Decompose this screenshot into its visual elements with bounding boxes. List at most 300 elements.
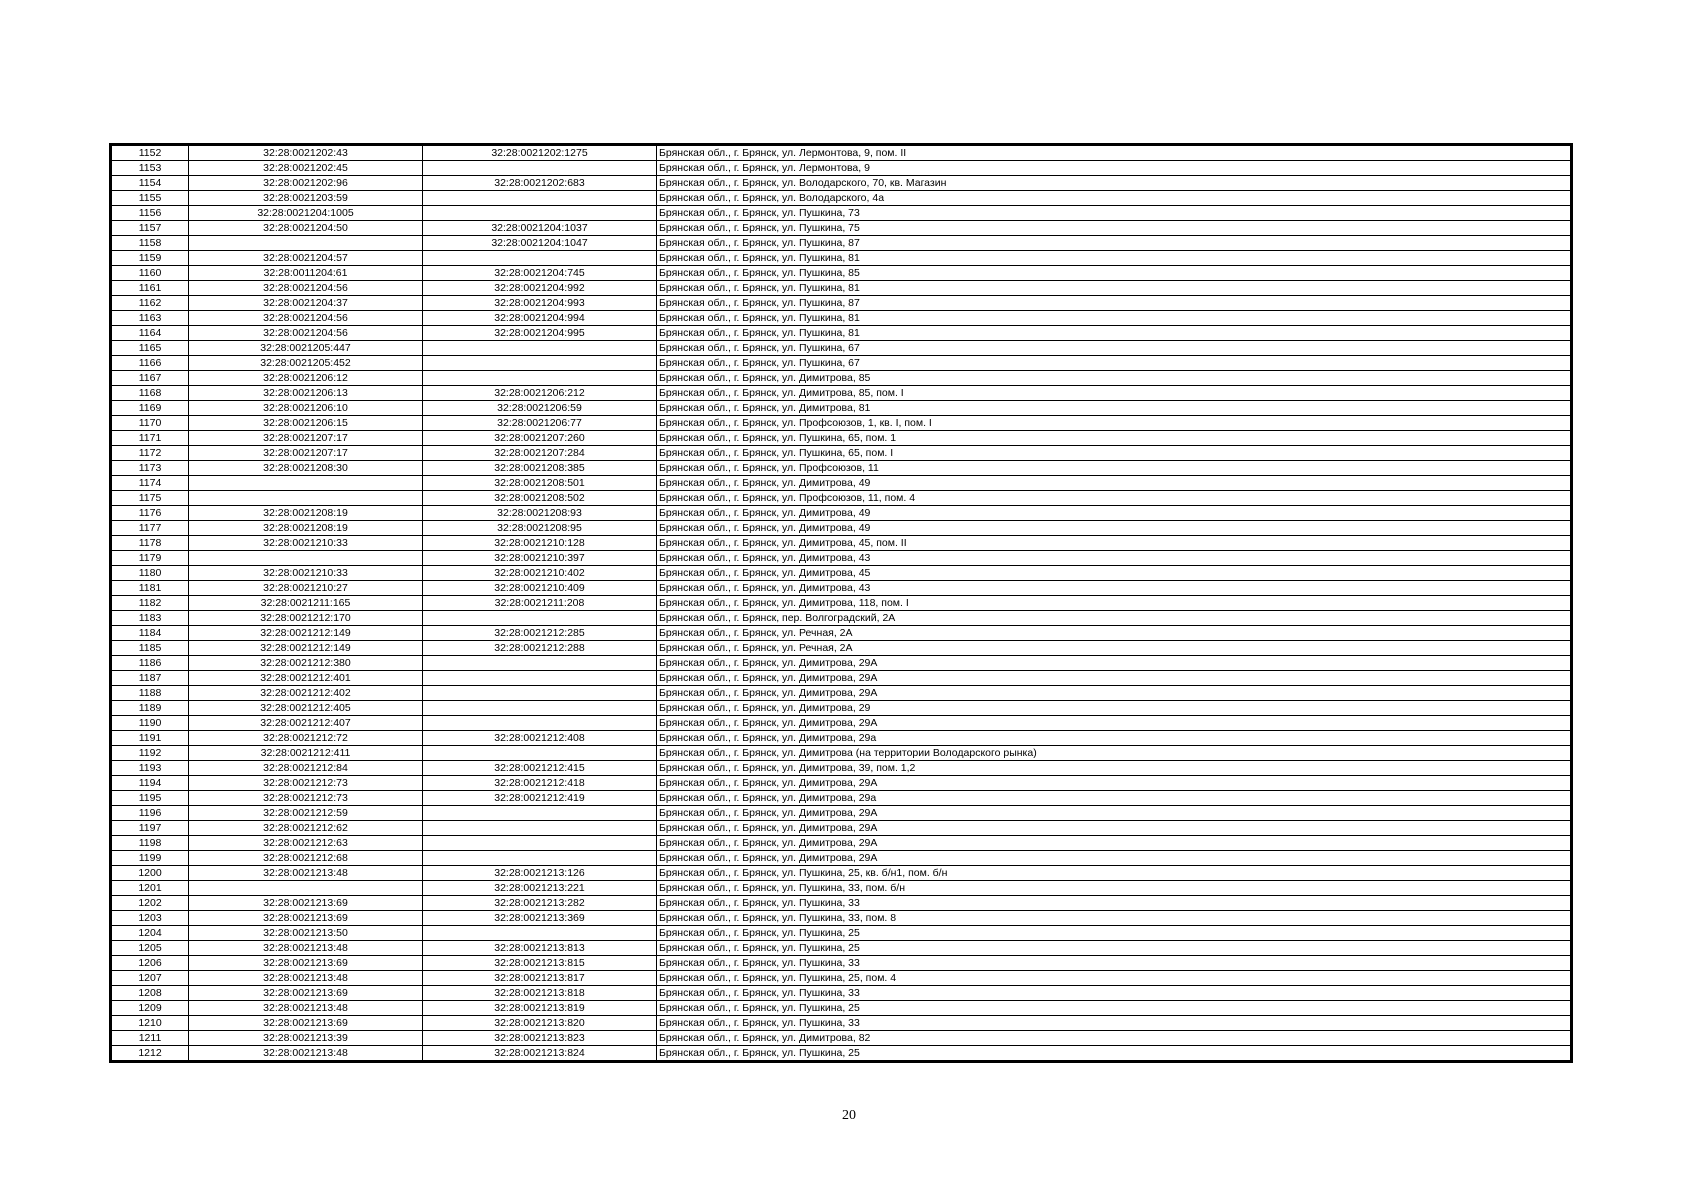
cadastral-number-cell: 32:28:0021205:447 xyxy=(189,341,423,356)
cadastral-number-cell: 32:28:0021210:33 xyxy=(189,536,423,551)
row-number-cell: 1210 xyxy=(112,1016,189,1031)
cadastral-number-cell: 32:28:0021212:380 xyxy=(189,656,423,671)
premises-cadastral-number-cell: 32:28:0021210:128 xyxy=(423,536,657,551)
cadastral-number-cell: 32:28:0021213:48 xyxy=(189,1046,423,1061)
address-cell: Брянская обл., г. Брянск, ул. Димитрова, 29А xyxy=(657,776,1571,791)
premises-cadastral-number-cell: 32:28:0021213:824 xyxy=(423,1046,657,1061)
address-cell: Брянская обл., г. Брянск, ул. Димитрова, 29а xyxy=(657,731,1571,746)
premises-cadastral-number-cell: 32:28:0021211:208 xyxy=(423,596,657,611)
address-cell: Брянская обл., г. Брянск, ул. Володарского, 70, кв. Магазин xyxy=(657,176,1571,191)
address-cell: Брянская обл., г. Брянск, ул. Димитрова (на территории Володарского рынка) xyxy=(657,746,1571,761)
row-number-cell: 1158 xyxy=(112,236,189,251)
address-cell: Брянская обл., г. Брянск, ул. Пушкина, 33 xyxy=(657,896,1571,911)
table-row xyxy=(112,716,1571,731)
address-cell: Брянская обл., г. Брянск, ул. Димитрова, 45 xyxy=(657,566,1571,581)
premises-cadastral-number-cell: 32:28:0021202:1275 xyxy=(423,146,657,161)
address-cell: Брянская обл., г. Брянск, ул. Пушкина, 25 xyxy=(657,926,1571,941)
cadastral-number-cell: 32:28:0021203:59 xyxy=(189,191,423,206)
cadastral-number-cell: 32:28:0021213:69 xyxy=(189,956,423,971)
table-row xyxy=(112,551,1571,566)
cadastral-number-cell: 32:28:0021202:43 xyxy=(189,146,423,161)
premises-cadastral-number-cell: 32:28:0021204:992 xyxy=(423,281,657,296)
address-cell: Брянская обл., г. Брянск, ул. Пушкина, 85 xyxy=(657,266,1571,281)
address-cell: Брянская обл., г. Брянск, ул. Димитрова, 81 xyxy=(657,401,1571,416)
table-row xyxy=(112,506,1571,521)
row-number-cell: 1160 xyxy=(112,266,189,281)
row-number-cell: 1166 xyxy=(112,356,189,371)
row-number-cell: 1179 xyxy=(112,551,189,566)
row-number-cell: 1155 xyxy=(112,191,189,206)
row-number-cell: 1201 xyxy=(112,881,189,896)
premises-cadastral-number-cell: 32:28:0021213:282 xyxy=(423,896,657,911)
address-cell: Брянская обл., г. Брянск, ул. Пушкина, 67 xyxy=(657,356,1571,371)
cadastral-number-cell xyxy=(189,881,423,896)
row-number-cell: 1171 xyxy=(112,431,189,446)
row-number-cell: 1162 xyxy=(112,296,189,311)
cadastral-number-cell: 32:28:0021212:72 xyxy=(189,731,423,746)
table-row xyxy=(112,941,1571,956)
cadastral-number-cell: 32:28:0021213:69 xyxy=(189,1016,423,1031)
cadastral-number-cell: 32:28:0021212:63 xyxy=(189,836,423,851)
premises-cadastral-number-cell: 32:28:0021204:993 xyxy=(423,296,657,311)
address-cell: Брянская обл., г. Брянск, ул. Пушкина, 73 xyxy=(657,206,1571,221)
premises-cadastral-number-cell: 32:28:0021206:77 xyxy=(423,416,657,431)
cadastral-number-cell: 32:28:0021204:37 xyxy=(189,296,423,311)
cadastral-number-cell xyxy=(189,236,423,251)
table-row xyxy=(112,821,1571,836)
row-number-cell: 1207 xyxy=(112,971,189,986)
address-cell: Брянская обл., г. Брянск, ул. Пушкина, 81 xyxy=(657,326,1571,341)
table-row xyxy=(112,206,1571,221)
address-cell: Брянская обл., г. Брянск, ул. Лермонтова, 9 xyxy=(657,161,1571,176)
address-cell: Брянская обл., г. Брянск, ул. Пушкина, 65, пом. 1 xyxy=(657,431,1571,446)
address-cell: Брянская обл., г. Брянск, ул. Пушкина, 87 xyxy=(657,296,1571,311)
row-number-cell: 1163 xyxy=(112,311,189,326)
address-cell: Брянская обл., г. Брянск, ул. Пушкина, 75 xyxy=(657,221,1571,236)
table-row xyxy=(112,266,1571,281)
premises-cadastral-number-cell: 32:28:0021208:501 xyxy=(423,476,657,491)
address-cell: Брянская обл., г. Брянск, ул. Димитрова, 43 xyxy=(657,581,1571,596)
row-number-cell: 1208 xyxy=(112,986,189,1001)
table-row xyxy=(112,161,1571,176)
address-cell: Брянская обл., г. Брянск, ул. Димитрова, 39, пом. 1,2 xyxy=(657,761,1571,776)
cadastral-number-cell: 32:28:0021212:405 xyxy=(189,701,423,716)
premises-cadastral-number-cell xyxy=(423,821,657,836)
table-row xyxy=(112,281,1571,296)
cadastral-number-cell: 32:28:0021212:62 xyxy=(189,821,423,836)
row-number-cell: 1159 xyxy=(112,251,189,266)
row-number-cell: 1170 xyxy=(112,416,189,431)
table-row xyxy=(112,791,1571,806)
row-number-cell: 1173 xyxy=(112,461,189,476)
table-row xyxy=(112,521,1571,536)
row-number-cell: 1202 xyxy=(112,896,189,911)
premises-cadastral-number-cell: 32:28:0021206:59 xyxy=(423,401,657,416)
row-number-cell: 1195 xyxy=(112,791,189,806)
cadastral-number-cell: 32:28:0021213:48 xyxy=(189,866,423,881)
row-number-cell: 1197 xyxy=(112,821,189,836)
cadastral-number-cell: 32:28:0021213:69 xyxy=(189,986,423,1001)
cadastral-number-cell: 32:28:0021212:402 xyxy=(189,686,423,701)
cadastral-number-cell: 32:28:0021213:48 xyxy=(189,971,423,986)
premises-cadastral-number-cell xyxy=(423,206,657,221)
row-number-cell: 1192 xyxy=(112,746,189,761)
premises-cadastral-number-cell: 32:28:0021212:415 xyxy=(423,761,657,776)
row-number-cell: 1176 xyxy=(112,506,189,521)
cadastral-number-cell: 32:28:0021212:84 xyxy=(189,761,423,776)
row-number-cell: 1153 xyxy=(112,161,189,176)
premises-cadastral-number-cell xyxy=(423,806,657,821)
row-number-cell: 1209 xyxy=(112,1001,189,1016)
table-row xyxy=(112,1001,1571,1016)
cadastral-number-cell: 32:28:0021212:149 xyxy=(189,626,423,641)
address-cell: Брянская обл., г. Брянск, ул. Профсоюзов, 11, пом. 4 xyxy=(657,491,1571,506)
cadastral-number-cell: 32:28:0021212:407 xyxy=(189,716,423,731)
table-row xyxy=(112,431,1571,446)
cadastral-number-cell: 32:28:0021212:68 xyxy=(189,851,423,866)
premises-cadastral-number-cell: 32:28:0021204:1047 xyxy=(423,236,657,251)
table-row xyxy=(112,1046,1571,1061)
premises-cadastral-number-cell: 32:28:0021213:818 xyxy=(423,986,657,1001)
table-row xyxy=(112,386,1571,401)
table-row xyxy=(112,176,1571,191)
row-number-cell: 1174 xyxy=(112,476,189,491)
address-cell: Брянская обл., г. Брянск, ул. Димитрова, 29А xyxy=(657,836,1571,851)
table-body xyxy=(112,146,1571,1061)
table-row xyxy=(112,596,1571,611)
row-number-cell: 1172 xyxy=(112,446,189,461)
row-number-cell: 1206 xyxy=(112,956,189,971)
row-number-cell: 1193 xyxy=(112,761,189,776)
address-cell: Брянская обл., г. Брянск, ул. Димитрова, 29А xyxy=(657,806,1571,821)
table-row xyxy=(112,566,1571,581)
address-cell: Брянская обл., г. Брянск, ул. Володарского, 4а xyxy=(657,191,1571,206)
premises-cadastral-number-cell: 32:28:0021202:683 xyxy=(423,176,657,191)
table-row xyxy=(112,971,1571,986)
cadastral-number-cell: 32:28:0021212:401 xyxy=(189,671,423,686)
row-number-cell: 1182 xyxy=(112,596,189,611)
cadastral-number-cell: 32:28:0021202:45 xyxy=(189,161,423,176)
cadastral-number-cell: 32:28:0021212:73 xyxy=(189,776,423,791)
row-number-cell: 1154 xyxy=(112,176,189,191)
address-cell: Брянская обл., г. Брянск, ул. Димитрова, 29 xyxy=(657,701,1571,716)
row-number-cell: 1181 xyxy=(112,581,189,596)
premises-cadastral-number-cell xyxy=(423,356,657,371)
premises-cadastral-number-cell xyxy=(423,716,657,731)
cadastral-number-cell: 32:28:0021210:27 xyxy=(189,581,423,596)
premises-cadastral-number-cell: 32:28:0021213:813 xyxy=(423,941,657,956)
address-cell: Брянская обл., г. Брянск, ул. Пушкина, 25 xyxy=(657,1046,1571,1061)
table-row xyxy=(112,491,1571,506)
address-cell: Брянская обл., г. Брянск, ул. Димитрова, 49 xyxy=(657,476,1571,491)
cadastral-number-cell: 32:28:0021208:19 xyxy=(189,521,423,536)
premises-cadastral-number-cell xyxy=(423,161,657,176)
table-row xyxy=(112,806,1571,821)
address-cell: Брянская обл., г. Брянск, ул. Пушкина, 87 xyxy=(657,236,1571,251)
cadastral-number-cell xyxy=(189,551,423,566)
row-number-cell: 1169 xyxy=(112,401,189,416)
premises-cadastral-number-cell: 32:28:0021208:385 xyxy=(423,461,657,476)
cadastral-number-cell: 32:28:0021202:96 xyxy=(189,176,423,191)
table-row xyxy=(112,626,1571,641)
cadastral-number-cell: 32:28:0021208:19 xyxy=(189,506,423,521)
cadastral-number-cell: 32:28:0021212:149 xyxy=(189,641,423,656)
address-cell: Брянская обл., г. Брянск, ул. Димитрова, 29А xyxy=(657,851,1571,866)
table-row xyxy=(112,866,1571,881)
premises-cadastral-number-cell xyxy=(423,371,657,386)
address-cell: Брянская обл., г. Брянск, ул. Профсоюзов, 11 xyxy=(657,461,1571,476)
row-number-cell: 1177 xyxy=(112,521,189,536)
table-row xyxy=(112,731,1571,746)
premises-cadastral-number-cell: 32:28:0021212:419 xyxy=(423,791,657,806)
address-cell: Брянская обл., г. Брянск, ул. Речная, 2А xyxy=(657,626,1571,641)
row-number-cell: 1203 xyxy=(112,911,189,926)
row-number-cell: 1196 xyxy=(112,806,189,821)
table-row xyxy=(112,656,1571,671)
premises-cadastral-number-cell: 32:28:0021207:260 xyxy=(423,431,657,446)
table-row xyxy=(112,761,1571,776)
cadastral-number-cell: 32:28:0021211:165 xyxy=(189,596,423,611)
row-number-cell: 1164 xyxy=(112,326,189,341)
premises-cadastral-number-cell: 32:28:0021204:745 xyxy=(423,266,657,281)
row-number-cell: 1157 xyxy=(112,221,189,236)
cadastral-number-cell: 32:28:0021204:50 xyxy=(189,221,423,236)
table-row xyxy=(112,221,1571,236)
address-cell: Брянская обл., г. Брянск, ул. Лермонтова, 9, пом. II xyxy=(657,146,1571,161)
row-number-cell: 1168 xyxy=(112,386,189,401)
table-row xyxy=(112,686,1571,701)
premises-cadastral-number-cell: 32:28:0021212:285 xyxy=(423,626,657,641)
premises-cadastral-number-cell: 32:28:0021210:402 xyxy=(423,566,657,581)
address-cell: Брянская обл., г. Брянск, ул. Димитрова, 29А xyxy=(657,821,1571,836)
premises-cadastral-number-cell: 32:28:0021208:95 xyxy=(423,521,657,536)
premises-cadastral-number-cell xyxy=(423,191,657,206)
table-row xyxy=(112,371,1571,386)
premises-cadastral-number-cell xyxy=(423,746,657,761)
address-cell: Брянская обл., г. Брянск, ул. Пушкина, 25, пом. 4 xyxy=(657,971,1571,986)
table-row xyxy=(112,1031,1571,1046)
cadastral-number-cell: 32:28:0021204:56 xyxy=(189,311,423,326)
premises-cadastral-number-cell: 32:28:0021213:820 xyxy=(423,1016,657,1031)
table-row xyxy=(112,341,1571,356)
row-number-cell: 1212 xyxy=(112,1046,189,1061)
premises-cadastral-number-cell: 32:28:0021208:502 xyxy=(423,491,657,506)
address-cell: Брянская обл., г. Брянск, ул. Пушкина, 33, пом. 8 xyxy=(657,911,1571,926)
premises-cadastral-number-cell: 32:28:0021204:995 xyxy=(423,326,657,341)
cadastral-number-cell xyxy=(189,491,423,506)
cadastral-number-cell: 32:28:0021208:30 xyxy=(189,461,423,476)
table-row xyxy=(112,146,1571,161)
table-row xyxy=(112,356,1571,371)
cadastral-number-cell: 32:28:0021205:452 xyxy=(189,356,423,371)
premises-cadastral-number-cell xyxy=(423,251,657,266)
address-cell: Брянская обл., г. Брянск, ул. Пушкина, 81 xyxy=(657,251,1571,266)
address-cell: Брянская обл., г. Брянск, ул. Димитрова, 29а xyxy=(657,791,1571,806)
cadastral-number-cell: 32:28:0021206:10 xyxy=(189,401,423,416)
address-cell: Брянская обл., г. Брянск, ул. Пушкина, 33 xyxy=(657,986,1571,1001)
row-number-cell: 1186 xyxy=(112,656,189,671)
premises-cadastral-number-cell: 32:28:0021213:221 xyxy=(423,881,657,896)
row-number-cell: 1152 xyxy=(112,146,189,161)
premises-cadastral-number-cell xyxy=(423,611,657,626)
premises-cadastral-number-cell xyxy=(423,656,657,671)
table-row xyxy=(112,296,1571,311)
premises-cadastral-number-cell: 32:28:0021207:284 xyxy=(423,446,657,461)
table-row xyxy=(112,836,1571,851)
cadastral-number-cell: 32:28:0021213:48 xyxy=(189,1001,423,1016)
page-number: 20 xyxy=(842,1108,856,1123)
table-row xyxy=(112,641,1571,656)
table-row xyxy=(112,1016,1571,1031)
row-number-cell: 1200 xyxy=(112,866,189,881)
address-cell: Брянская обл., г. Брянск, ул. Пушкина, 25 xyxy=(657,1001,1571,1016)
cadastral-number-cell: 32:28:0021212:170 xyxy=(189,611,423,626)
table-row xyxy=(112,851,1571,866)
premises-cadastral-number-cell: 32:28:0021213:126 xyxy=(423,866,657,881)
cadastral-number-cell xyxy=(189,476,423,491)
table-row xyxy=(112,881,1571,896)
row-number-cell: 1199 xyxy=(112,851,189,866)
cadastral-number-cell: 32:28:0021207:17 xyxy=(189,446,423,461)
cadastral-number-cell: 32:28:0021210:33 xyxy=(189,566,423,581)
cadastral-number-cell: 32:28:0021212:411 xyxy=(189,746,423,761)
table-row xyxy=(112,191,1571,206)
table-row xyxy=(112,476,1571,491)
premises-cadastral-number-cell xyxy=(423,341,657,356)
table-row xyxy=(112,926,1571,941)
row-number-cell: 1184 xyxy=(112,626,189,641)
address-cell: Брянская обл., г. Брянск, ул. Димитрова, 85 xyxy=(657,371,1571,386)
table-row xyxy=(112,581,1571,596)
premises-cadastral-number-cell: 32:28:0021212:288 xyxy=(423,641,657,656)
premises-cadastral-number-cell: 32:28:0021212:418 xyxy=(423,776,657,791)
address-cell: Брянская обл., г. Брянск, ул. Профсоюзов, 1, кв. I, пом. I xyxy=(657,416,1571,431)
address-cell: Брянская обл., г. Брянск, ул. Пушкина, 65, пом. I xyxy=(657,446,1571,461)
table-row xyxy=(112,776,1571,791)
address-cell: Брянская обл., г. Брянск, пер. Волгоградский, 2А xyxy=(657,611,1571,626)
table-row xyxy=(112,611,1571,626)
cadastral-number-cell: 32:28:0021204:57 xyxy=(189,251,423,266)
row-number-cell: 1185 xyxy=(112,641,189,656)
address-cell: Брянская обл., г. Брянск, ул. Пушкина, 25, кв. б/н1, пом. б/н xyxy=(657,866,1571,881)
row-number-cell: 1189 xyxy=(112,701,189,716)
address-cell: Брянская обл., г. Брянск, ул. Димитрова, 29А xyxy=(657,686,1571,701)
cadastral-number-cell: 32:28:0021213:48 xyxy=(189,941,423,956)
cadastral-number-cell: 32:28:0021206:15 xyxy=(189,416,423,431)
address-cell: Брянская обл., г. Брянск, ул. Пушкина, 33 xyxy=(657,956,1571,971)
table-row xyxy=(112,746,1571,761)
premises-cadastral-number-cell: 32:28:0021210:397 xyxy=(423,551,657,566)
cadastral-number-cell: 32:28:0011204:61 xyxy=(189,266,423,281)
premises-cadastral-number-cell: 32:28:0021206:212 xyxy=(423,386,657,401)
premises-cadastral-number-cell: 32:28:0021204:994 xyxy=(423,311,657,326)
address-cell: Брянская обл., г. Брянск, ул. Димитрова, 82 xyxy=(657,1031,1571,1046)
address-cell: Брянская обл., г. Брянск, ул. Пушкина, 25 xyxy=(657,941,1571,956)
row-number-cell: 1191 xyxy=(112,731,189,746)
address-cell: Брянская обл., г. Брянск, ул. Пушкина, 67 xyxy=(657,341,1571,356)
row-number-cell: 1175 xyxy=(112,491,189,506)
row-number-cell: 1178 xyxy=(112,536,189,551)
premises-cadastral-number-cell xyxy=(423,686,657,701)
table-row xyxy=(112,911,1571,926)
address-cell: Брянская обл., г. Брянск, ул. Речная, 2А xyxy=(657,641,1571,656)
row-number-cell: 1187 xyxy=(112,671,189,686)
table-row xyxy=(112,986,1571,1001)
row-number-cell: 1205 xyxy=(112,941,189,956)
premises-cadastral-number-cell xyxy=(423,701,657,716)
premises-cadastral-number-cell: 32:28:0021213:817 xyxy=(423,971,657,986)
premises-cadastral-number-cell: 32:28:0021213:823 xyxy=(423,1031,657,1046)
cadastral-number-cell: 32:28:0021207:17 xyxy=(189,431,423,446)
document-table-frame xyxy=(109,143,1573,1063)
premises-cadastral-number-cell xyxy=(423,836,657,851)
row-number-cell: 1165 xyxy=(112,341,189,356)
cadastral-number-cell: 32:28:0021213:50 xyxy=(189,926,423,941)
row-number-cell: 1161 xyxy=(112,281,189,296)
table-row xyxy=(112,956,1571,971)
table-row xyxy=(112,701,1571,716)
address-cell: Брянская обл., г. Брянск, ул. Димитрова, 29А xyxy=(657,671,1571,686)
address-cell: Брянская обл., г. Брянск, ул. Димитрова, 118, пом. I xyxy=(657,596,1571,611)
premises-cadastral-number-cell: 32:28:0021213:815 xyxy=(423,956,657,971)
table-row xyxy=(112,416,1571,431)
table-row xyxy=(112,536,1571,551)
address-cell: Брянская обл., г. Брянск, ул. Пушкина, 33, пом. б/н xyxy=(657,881,1571,896)
table-row xyxy=(112,311,1571,326)
cadastral-number-cell: 32:28:0021212:73 xyxy=(189,791,423,806)
cadastral-number-cell: 32:28:0021204:56 xyxy=(189,326,423,341)
table-row xyxy=(112,401,1571,416)
cadastral-number-cell: 32:28:0021213:39 xyxy=(189,1031,423,1046)
row-number-cell: 1204 xyxy=(112,926,189,941)
address-cell: Брянская обл., г. Брянск, ул. Пушкина, 33 xyxy=(657,1016,1571,1031)
cadastral-number-cell: 32:28:0021204:56 xyxy=(189,281,423,296)
address-cell: Брянская обл., г. Брянск, ул. Димитрова, 29А xyxy=(657,716,1571,731)
address-cell: Брянская обл., г. Брянск, ул. Димитрова, 85, пом. I xyxy=(657,386,1571,401)
premises-cadastral-number-cell: 32:28:0021210:409 xyxy=(423,581,657,596)
row-number-cell: 1190 xyxy=(112,716,189,731)
address-cell: Брянская обл., г. Брянск, ул. Димитрова, 43 xyxy=(657,551,1571,566)
row-number-cell: 1156 xyxy=(112,206,189,221)
row-number-cell: 1211 xyxy=(112,1031,189,1046)
cadastral-number-cell: 32:28:0021204:1005 xyxy=(189,206,423,221)
premises-cadastral-number-cell xyxy=(423,851,657,866)
table-row xyxy=(112,461,1571,476)
row-number-cell: 1180 xyxy=(112,566,189,581)
premises-cadastral-number-cell xyxy=(423,926,657,941)
address-cell: Брянская обл., г. Брянск, ул. Димитрова, 45, пом. II xyxy=(657,536,1571,551)
address-cell: Брянская обл., г. Брянск, ул. Пушкина, 81 xyxy=(657,281,1571,296)
premises-cadastral-number-cell: 32:28:0021204:1037 xyxy=(423,221,657,236)
cadastral-number-cell: 32:28:0021213:69 xyxy=(189,896,423,911)
row-number-cell: 1183 xyxy=(112,611,189,626)
premises-cadastral-number-cell: 32:28:0021208:93 xyxy=(423,506,657,521)
row-number-cell: 1167 xyxy=(112,371,189,386)
address-cell: Брянская обл., г. Брянск, ул. Димитрова, 49 xyxy=(657,506,1571,521)
address-cell: Брянская обл., г. Брянск, ул. Димитрова, 49 xyxy=(657,521,1571,536)
table-row xyxy=(112,896,1571,911)
cadastral-number-cell: 32:28:0021212:59 xyxy=(189,806,423,821)
premises-cadastral-number-cell: 32:28:0021212:408 xyxy=(423,731,657,746)
table-row xyxy=(112,446,1571,461)
premises-cadastral-number-cell: 32:28:0021213:819 xyxy=(423,1001,657,1016)
table-row xyxy=(112,671,1571,686)
row-number-cell: 1198 xyxy=(112,836,189,851)
address-cell: Брянская обл., г. Брянск, ул. Димитрова, 29А xyxy=(657,656,1571,671)
premises-cadastral-number-cell: 32:28:0021213:369 xyxy=(423,911,657,926)
table-row xyxy=(112,326,1571,341)
address-cell: Брянская обл., г. Брянск, ул. Пушкина, 81 xyxy=(657,311,1571,326)
